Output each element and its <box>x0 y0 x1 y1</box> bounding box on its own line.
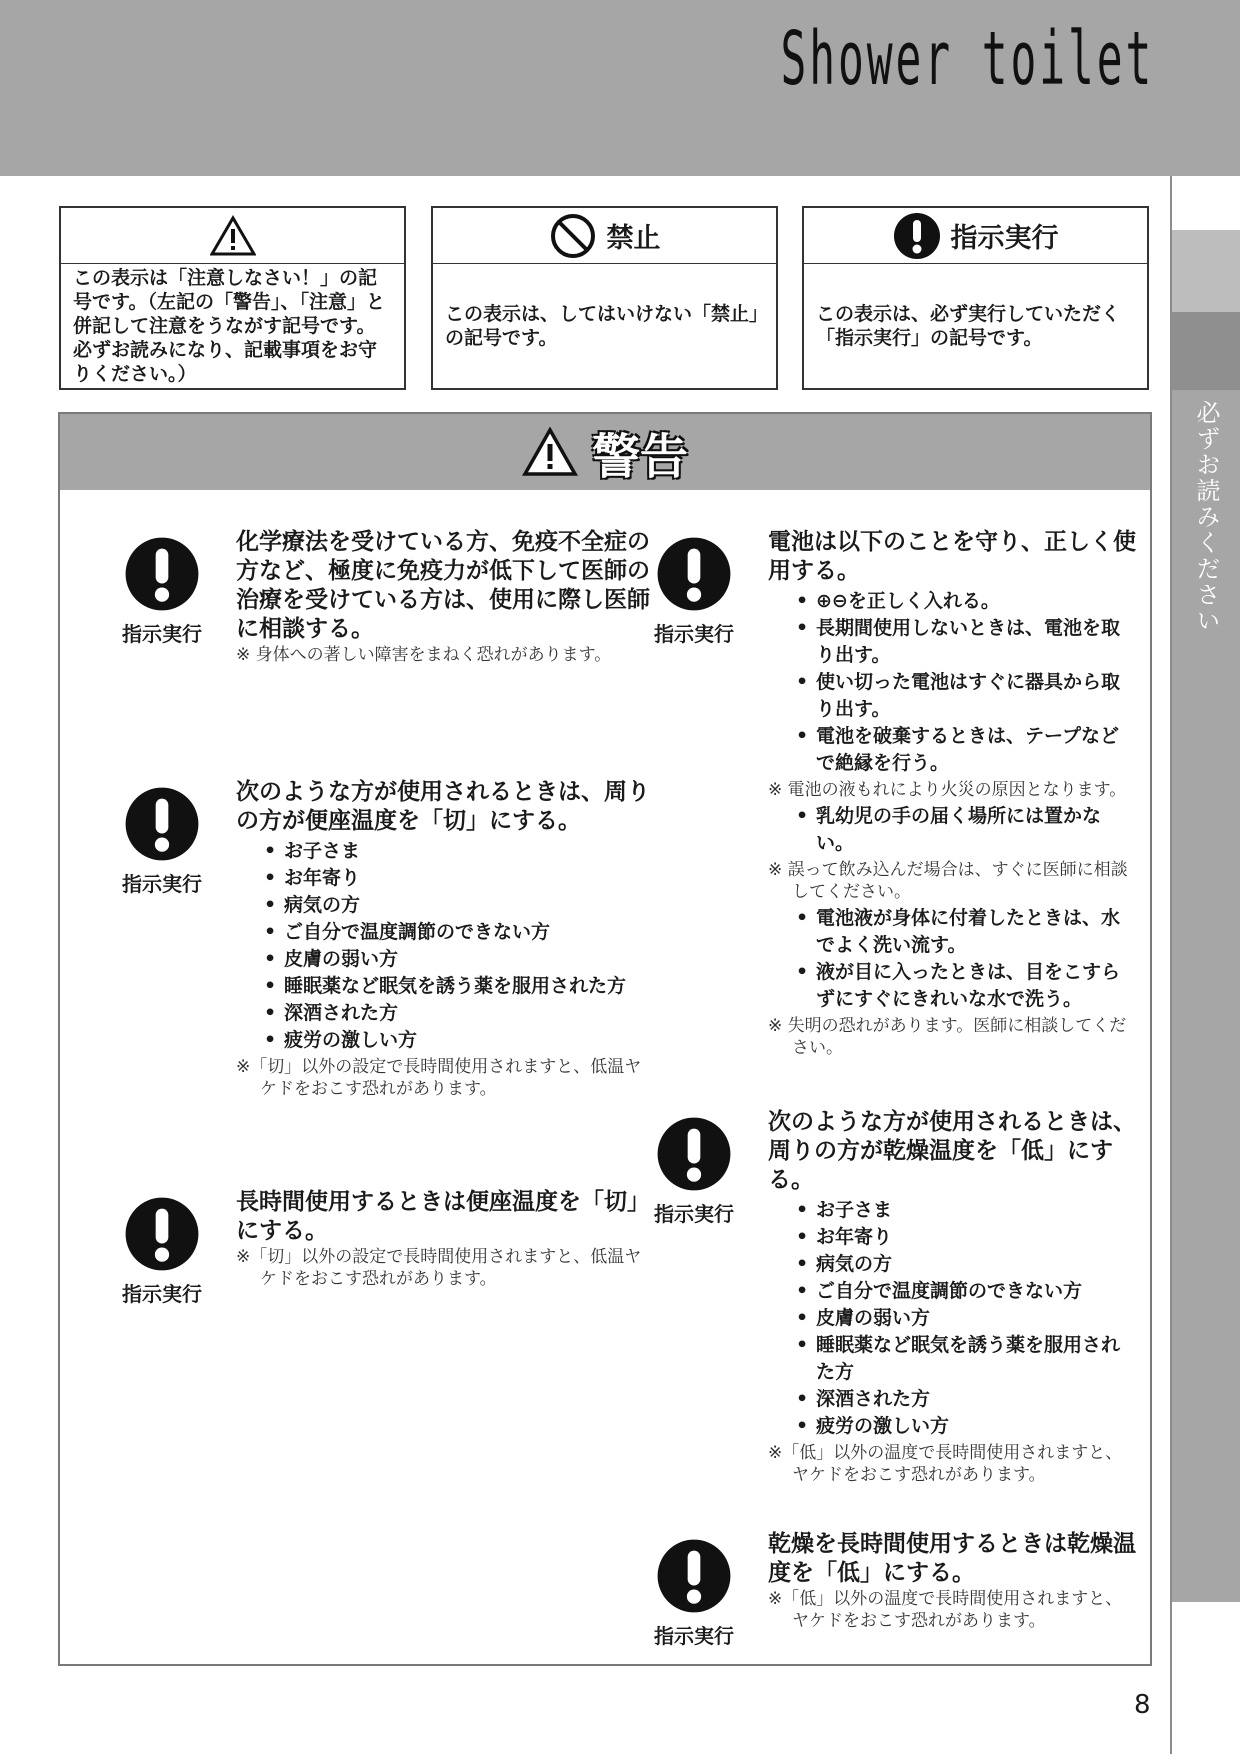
list-item: • 病気の方 <box>796 1251 1138 1278</box>
list-item: • お子さま <box>796 1197 1138 1224</box>
mandatory-icon <box>893 212 941 260</box>
list-item: • 皮膚の弱い方 <box>264 946 656 973</box>
prohibition-icon <box>549 212 597 260</box>
bullet-list <box>264 838 656 1054</box>
mandatory-symbol-box <box>802 206 1149 390</box>
item-note: ※「切」以外の設定で長時間使用されますと、低温ヤケドをおこす恐れがあります。 <box>236 1057 642 1099</box>
mandatory-label: 指示実行 <box>654 1624 734 1648</box>
side-tab-prev[interactable] <box>1172 230 1240 312</box>
item-note: ※ 電池の液もれにより火災の原因となります。 <box>768 780 1127 800</box>
mandatory-mark <box>644 1116 744 1227</box>
list-item: • 液が目に入ったときは、目をこすらずにすぐにきれいな水で洗う。 <box>796 959 1138 1013</box>
item-heading: 電池は以下のことを守り、正しく使用する。 <box>768 529 1136 584</box>
warning-item-dryer-temp-low <box>768 1108 1138 1486</box>
item-heading: 次のような方が使用されるときは、周りの方が乾燥温度を「低」にする。 <box>768 1109 1136 1193</box>
mandatory-label: 指示実行 <box>122 622 202 646</box>
side-tab-label: 必ずお読みください <box>1192 400 1220 634</box>
list-item: • 病気の方 <box>264 892 656 919</box>
warning-panel <box>58 412 1152 1666</box>
brand-logo: Shower toilet <box>780 16 1154 102</box>
list-item: • 深酒された方 <box>264 1000 656 1027</box>
list-item: • 電池を破棄するときは、テープなどで絶縁を行う。 <box>796 723 1138 777</box>
bullet-list <box>796 803 1138 857</box>
warning-title: 警告 <box>591 428 688 485</box>
list-item: • お子さま <box>264 838 656 865</box>
mandatory-label: 指示実行 <box>654 622 734 646</box>
prohibition-symbol-text: この表示は、してはいけない「禁止」の記号です。 <box>445 303 759 349</box>
item-heading: 次のような方が使用されるときは、周りの方が便座温度を「切」にする。 <box>236 779 650 834</box>
warning-item-chemotherapy <box>236 528 656 666</box>
prohibition-title: 禁止 <box>606 223 661 254</box>
mandatory-label: 指示実行 <box>122 1282 202 1306</box>
page-number: 8 <box>1134 1690 1151 1720</box>
side-tab-marker[interactable] <box>1172 312 1240 390</box>
mandatory-mark <box>112 1196 212 1307</box>
bullet-list <box>796 905 1138 1013</box>
list-item: • 疲労の激しい方 <box>796 1413 1138 1440</box>
mandatory-mark <box>644 536 744 647</box>
warning-item-battery <box>768 528 1138 1059</box>
warning-triangle-icon <box>522 427 578 477</box>
list-item: • 乳幼児の手の届く場所には置かない。 <box>796 803 1138 857</box>
list-item: • 睡眠薬など眠気を誘う薬を服用された方 <box>264 973 656 1000</box>
item-note: ※ 身体への著しい障害をまねく恐れがあります。 <box>236 645 612 665</box>
prohibition-symbol-box <box>431 206 778 390</box>
mandatory-title: 指示実行 <box>950 223 1059 254</box>
item-note: ※「低」以外の温度で長時間使用されますと、ヤケドをおこす恐れがあります。 <box>768 1589 1123 1631</box>
list-item: • 使い切った電池はすぐに器具から取り出す。 <box>796 669 1138 723</box>
mandatory-icon <box>124 1196 200 1272</box>
caution-symbol-box <box>59 206 406 390</box>
item-note: ※ 誤って飲み込んだ場合は、すぐに医師に相談してください。 <box>768 860 1128 902</box>
list-item: • お年寄り <box>796 1224 1138 1251</box>
mandatory-icon <box>656 536 732 612</box>
warning-item-long-use-seat <box>236 1188 656 1290</box>
mandatory-icon <box>124 536 200 612</box>
mandatory-mark <box>644 1538 744 1649</box>
list-item: • 長期間使用しないときは、電池を取り出す。 <box>796 615 1138 669</box>
warning-header <box>60 414 1150 490</box>
item-note: ※ 失明の恐れがあります。医師に相談してください。 <box>768 1016 1127 1058</box>
list-item: • 皮膚の弱い方 <box>796 1305 1138 1332</box>
mandatory-mark <box>112 786 212 897</box>
mandatory-label: 指示実行 <box>654 1202 734 1226</box>
mandatory-label: 指示実行 <box>122 872 202 896</box>
bullet-list <box>796 588 1138 777</box>
mandatory-icon <box>124 786 200 862</box>
list-item: • ご自分で温度調節のできない方 <box>796 1278 1138 1305</box>
item-heading: 長時間使用するときは便座温度を「切」にする。 <box>236 1189 650 1244</box>
list-item: • 深酒された方 <box>796 1386 1138 1413</box>
item-note: ※「切」以外の設定で長時間使用されますと、低温ヤケドをおこす恐れがあります。 <box>236 1247 642 1289</box>
list-item: • お年寄り <box>264 865 656 892</box>
bullet-list <box>796 1197 1138 1440</box>
warning-item-long-use-dryer <box>768 1530 1138 1632</box>
item-heading: 乾燥を長時間使用するときは乾燥温度を「低」にする。 <box>768 1531 1136 1586</box>
item-note: ※「低」以外の温度で長時間使用されますと、ヤケドをおこす恐れがあります。 <box>768 1443 1123 1485</box>
list-item: • ご自分で温度調節のできない方 <box>264 919 656 946</box>
mandatory-icon <box>656 1116 732 1192</box>
list-item: • 睡眠薬など眠気を誘う薬を服用された方 <box>796 1332 1138 1386</box>
item-heading: 化学療法を受けている方、免疫不全症の方など、極度に免疫力が低下して医師の治療を受けている方は、使用に際し医師に相談する。 <box>236 529 650 642</box>
caution-symbol-text: この表示は「注意しなさい！」の記号です。（左記の「警告」、「注意」と併記して注意をうながす記号です。必ずお読みになり、記載事項をお守りください。） <box>73 267 385 385</box>
list-item: • 疲労の激しい方 <box>264 1027 656 1054</box>
mandatory-symbol-text: この表示は、必ず実行していただく「指示実行」の記号です。 <box>816 303 1121 349</box>
caution-triangle-icon <box>210 215 256 257</box>
list-item: • 電池液が身体に付着したときは、水でよく洗い流す。 <box>796 905 1138 959</box>
mandatory-icon <box>656 1538 732 1614</box>
list-item: • ⊕⊖を正しく入れる。 <box>796 588 1138 615</box>
mandatory-mark <box>112 536 212 647</box>
warning-item-seat-temp-off <box>236 778 656 1100</box>
